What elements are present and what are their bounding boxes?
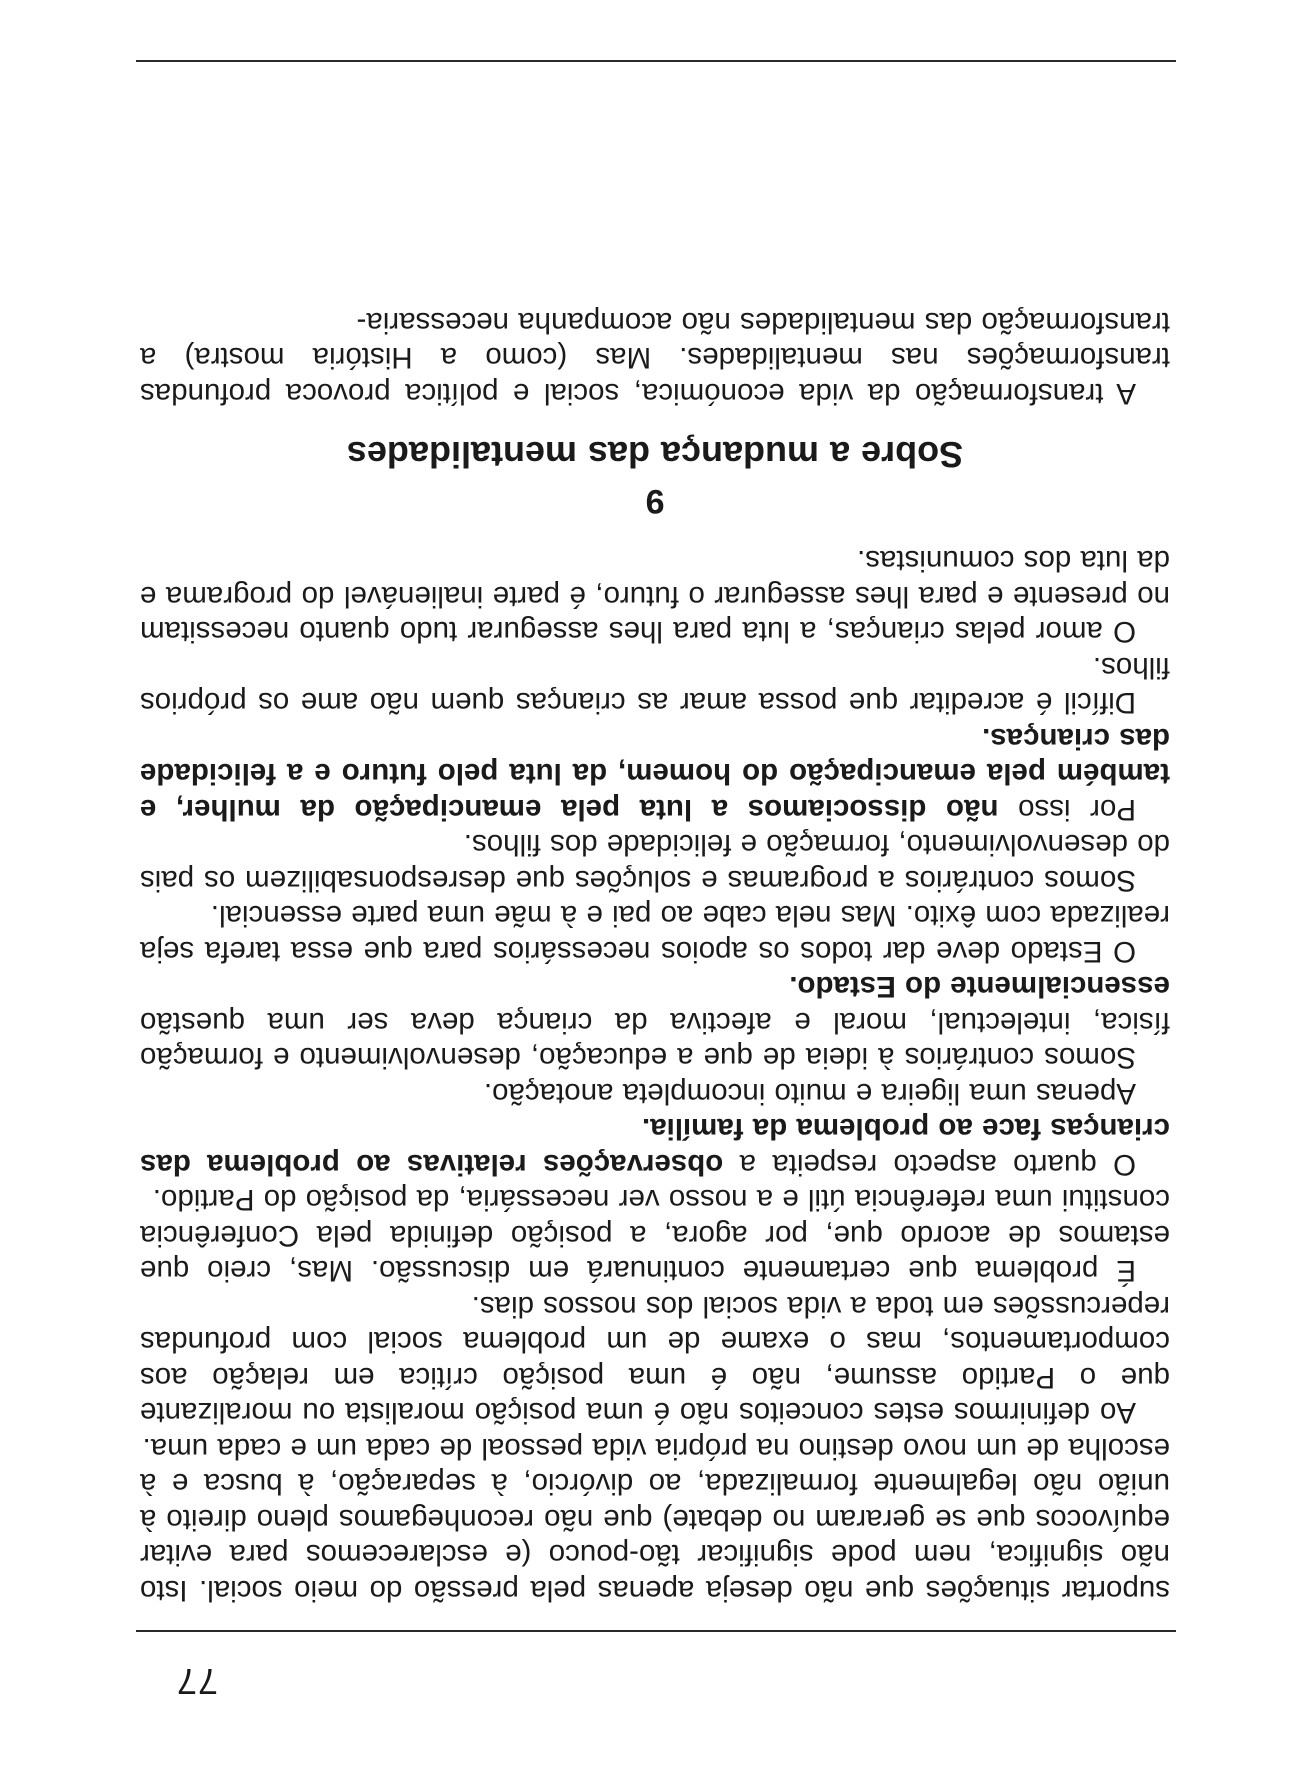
bold-emphasis: essencialmente do Estado. [789,970,1170,1004]
paragraph-text: O quarto aspecto respeita a [723,1148,1136,1181]
bold-emphasis: não dissociamos a luta pela emancipação da mulher, e também pela emancipação do homem, da luta pelo futuro e a felicidade das crianças. [140,722,1170,826]
paragraph: Difícil é acreditar que possa amar as crianças quem não ame os próprios filhos. [140,651,1170,720]
paragraph [140,1111,1170,1182]
paragraph: É problema que certamente continuará em discussão. Mas, creio que estamos de acordo que, por agora, a posição definida pela Conferência constitui uma referência útil e a nosso ver necessária, da posição do Partido. [140,1183,1170,1288]
paragraph: O amor pelas crianças, a luta para lhes assegurar tudo quanto necessitam no presente e para lhes assegurar o futuro, é parte inalienável do programa e da luta dos comunistas. [140,544,1170,649]
paragraph: A transformação da vida económica, social e política provoca profundas transformações nas mentalidades. Mas (como a História mostra) a transformação das mentalidades não acompanha necessaria- [140,306,1170,410]
paragraph: suportar situações que não deseja apenas pela pressão do meio social. Isto não significa, nem pode significar tão-pouco (e esclarecemos para evitar equívocos que se geraram no debate) que não reconhegamos pleno direito à união não legalmente formalizada, ao divórcio, à separação, à busca e à escolha de um novo destino na própria vida pessoal de cada um e cada uma. [140,1432,1170,1607]
paragraph-text: Por isso [998,793,1136,826]
paragraph: Ao definirmos estes conceitos não é uma posição moralista ou moralizante que o Partido assume, não é uma posição crítica em relação aos comportamentos, mas o exame de um problema social com profundas repercussões em toda a vida social dos nossos dias. [140,1290,1170,1430]
chapter-title: Sobre a mudança das mentalidades [346,434,964,475]
body-text [140,305,1170,1609]
footer-rule [136,60,1176,62]
paragraph [140,721,1170,828]
paragraph: Somos contrários a programas e soluções que desresponsabilizem os pais do desenvolvimento, formação e felicidade dos filhos. [140,828,1170,897]
paragraph: O Estado deve dar todos os apoios necessários para que essa tarefa seja realizada com êxito. Mas nela cabe ao pai e à mãe uma parte essencial. [140,899,1170,968]
header-rule [136,1630,1176,1632]
page-number: 77 [175,1661,218,1702]
bold-emphasis: observações relativas ao problema das crianças face ao problema da família. [140,1112,1170,1181]
chapter-number: 9 [645,482,665,520]
paragraph: Apenas uma ligeira e muito incompleta anotação. [483,1077,1136,1110]
paragraph-text: Somos contrários à ideia de que a educação, desenvolvimento e formação física, intelectual, moral e afectiva da criança deva ser uma questão [140,1006,1170,1075]
paragraph [140,969,1170,1076]
